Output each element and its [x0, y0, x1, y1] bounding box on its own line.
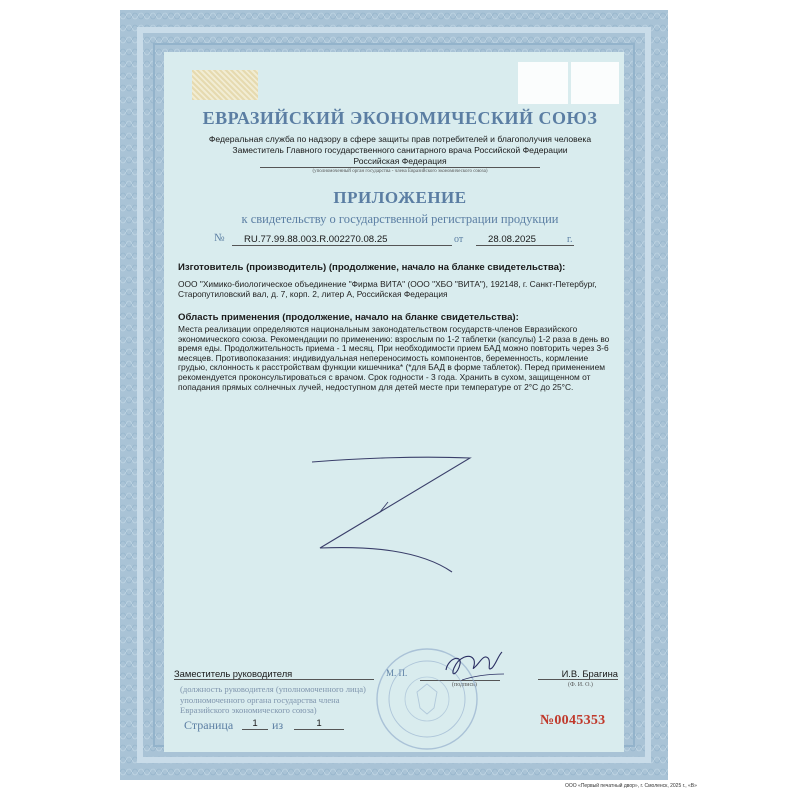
authority-line-1: Федеральная служба по надзору в сфере защиты прав потребителей и благополучия человека	[208, 134, 592, 144]
signatory-name: И.В. Брагина	[538, 668, 618, 680]
union-title: ЕВРАЗИЙСКИЙ ЭКОНОМИЧЕСКИЙ СОЮЗ	[202, 108, 598, 128]
serial-number: №0045353	[540, 713, 606, 728]
printer-imprint: ООО «Первый печатный двор», г. Смоленск, 2025 г., «В»	[565, 783, 697, 789]
page-label: Страница	[184, 718, 234, 732]
signature-caption: (подпись)	[452, 682, 477, 688]
manufacturer-text: ООО "Химико-биологическое объединение "Фирма ВИТА" (ООО "ХБО "ВИТА"), 192148, г. Санкт-Петербург, Старопутиловский вал, д. 7, корп. 2, литер А, Российская Федерация	[178, 279, 597, 299]
blank-space-strike	[300, 450, 480, 580]
certificate-date: 28.08.2025	[476, 234, 574, 246]
date-label: от	[454, 234, 464, 245]
authority-line-2: Заместитель Главного государственного санитарного врача Российской Федерации	[232, 145, 568, 155]
microtext-ornament	[192, 70, 258, 100]
number-label: №	[214, 232, 225, 244]
appendix-title: ПРИЛОЖЕНИЕ	[333, 188, 467, 207]
fio-caption: (Ф. И. О.)	[568, 682, 593, 688]
handwritten-signature	[440, 644, 510, 686]
appendix-subtitle: к свидетельству о государственной регистрации продукции	[241, 212, 559, 226]
page-of-label: из	[272, 718, 284, 732]
authority-caption: (уполномоченный орган государства - члена Евразийского экономического союза)	[260, 167, 540, 174]
white-box-left	[518, 62, 568, 104]
seal-mark: М. П.	[386, 668, 408, 678]
signatory-position: Заместитель руководителя	[174, 668, 374, 680]
scope-text: Места реализации определяются национальным законодательством государств-членов Евразийского экономического союза. Рекомендации по применению: взрослым по 1-2 таблетки (капсулы) 1-2 раза в день во время еды. Продолжительность приема - 1 месяц. При необходимости прием БАД можно повторить через 3-6 месяцев. Противопоказания: индивидуальная непереносимость компонентов, беременность, кормление грудью, склонность к расстройствам функции кишечника* (*для БАД в форме таблеток). Перед применением рекомендуется проконсультироваться с врачом. Срок годности - 3 года. Хранить в сухом, защищенном от попадания прямых солнечных лучей, недоступном для детей месте при температуре от 2°С до 25°С.	[178, 324, 610, 392]
position-caption: (должность руководителя (уполномоченного лица) уполномоченного органа государства члена Евразийского экономического союза)	[180, 684, 366, 716]
certificate-number: RU.77.99.88.003.R.002270.08.25	[232, 234, 452, 246]
page-current: 1	[242, 718, 268, 730]
page-total: 1	[294, 718, 344, 730]
year-suffix: г.	[567, 234, 573, 245]
scope-heading: Область применения (продолжение, начало на бланке свидетельства):	[178, 312, 519, 323]
manufacturer-heading: Изготовитель (производитель) (продолжение, начало на бланке свидетельства):	[178, 262, 566, 273]
authority-line-3: Российская Федерация	[353, 156, 447, 166]
white-box-right	[571, 62, 619, 104]
